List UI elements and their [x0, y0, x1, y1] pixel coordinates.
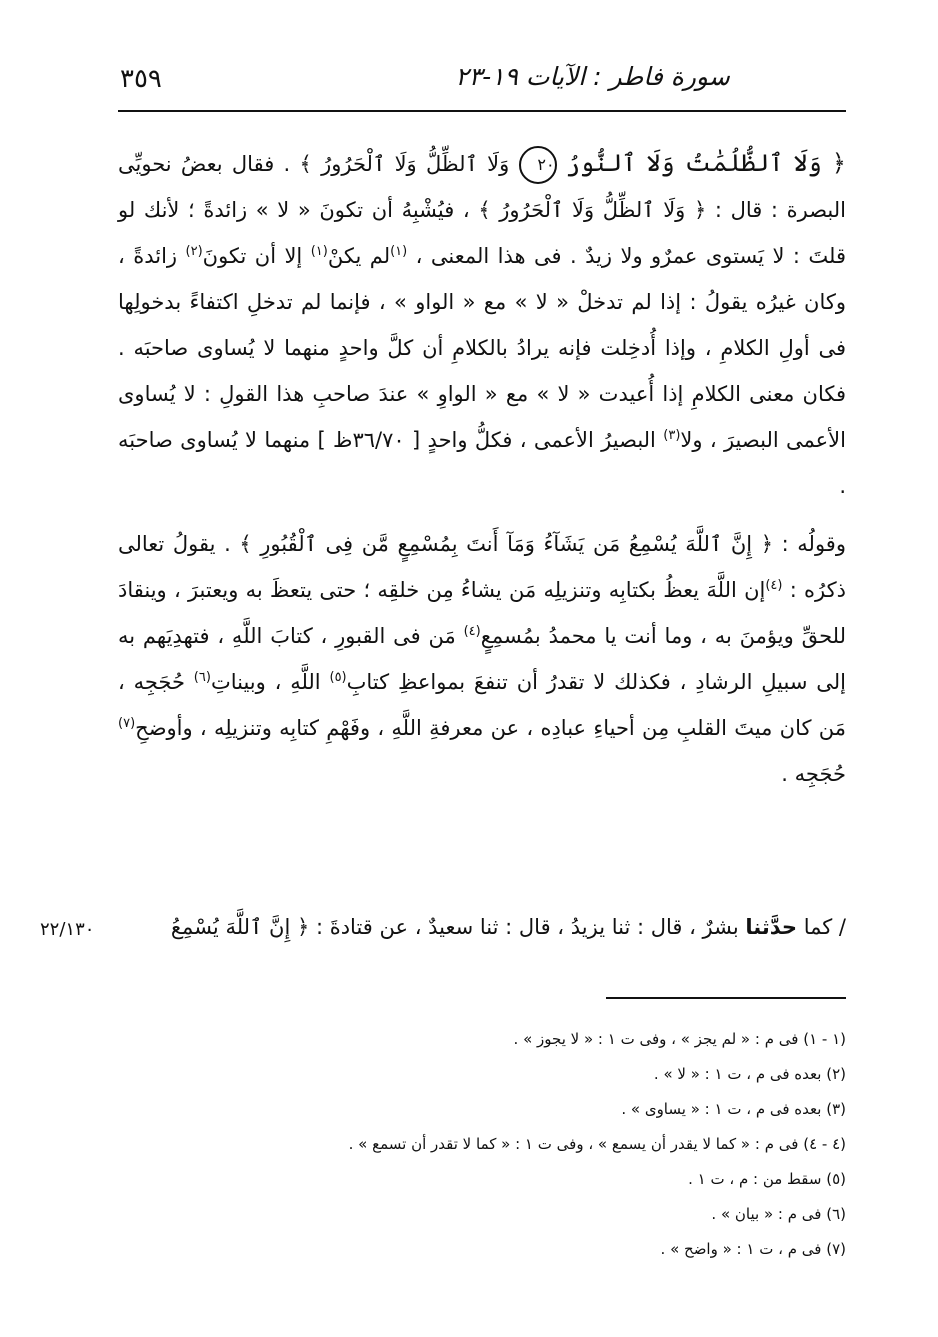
footnote-ref: (٤) — [463, 624, 481, 639]
footnote-ref: (١) — [390, 244, 408, 259]
footnote-7: (٧) فى م ، ت ١ : « واضح » . — [660, 1240, 846, 1258]
isnad-chain: بشرٌ ، قال : ثنا يزيدُ ، قال : ثنا سعيدٌ ، عن قتادةَ : ﴿ إِنَّ ٱللَّهَ يُسْمِعُ — [170, 915, 739, 939]
text-segment: البصيرُ الأعمى ، فكلُّ واحدٍ [ ٣٦/٧٠ظ ] منهما لا يُساوى صاحبَه . — [118, 428, 846, 498]
text-segment: وقولُه : ﴿ إِنَّ ٱللَّهَ يُسْمِعُ مَن يَشَآءُ وَمَآ أَنتَ بِمُسْمِعٍ مَّن فِى ٱلْقُبُورِ ﴾ . يقولُ تعالى ذكرُه : — [118, 532, 846, 602]
footnote-4: (٤ - ٤) فى م : « كما لا يقدر أن يسمع » ، وفى ت ١ : « كما لا تقدر أن تسمع » . — [348, 1135, 846, 1153]
header-rule — [118, 110, 846, 112]
page-number: ٣٥٩ — [120, 64, 162, 94]
text-segment: مَن فى القبورِ ، كتابَ اللَّهِ ، فتهدِيَهم به إلى سبيلِ الرشادِ ، فكذلك لا تقدرُ أن تنفعَ بمواعظِ كتابِ — [118, 624, 846, 694]
footnote-ref: (٤) — [765, 578, 783, 593]
footnote-ref: (٥) — [329, 670, 347, 685]
footnote-ref: (٢) — [185, 244, 203, 259]
text-segment: حُجَجِه . — [781, 762, 846, 786]
text-segment: إن اللَّهَ يعظُ بكتابِه وتنزيلِه مَن يشاءُ مِن خلقِه ؛ حتى يتعظَ به ويعتبرَ ، وينقادَ للحقِّ ويؤمنَ به ، وما أنت يا محمدُ بمُسمِعٍ — [118, 578, 846, 648]
paragraph-1 — [118, 140, 846, 509]
footnote-rule — [606, 997, 846, 999]
footnote-ref: (٣) — [663, 428, 681, 443]
paragraph-2 — [118, 521, 846, 797]
footnote-ref: (١) — [310, 244, 328, 259]
main-text — [118, 140, 846, 797]
isnad-prefix: / كما — [803, 915, 846, 939]
footnote-2: (٢) بعده فى م ، ت ١ : « لا » . — [653, 1065, 846, 1083]
footnote-6: (٦) فى م : « بيان » . — [711, 1205, 846, 1223]
text-segment: حُجَجِه ، مَن كان ميتَ القلبِ مِن أحياءِ عبادِه ، عن معرفةِ اللَّهِ ، وفَهْمِ كتابِه وتنزيلِه ، وأوضحِ — [118, 670, 846, 740]
footnote-ref: (٧) — [118, 716, 136, 731]
text-segment: لم يكنْ — [327, 244, 391, 268]
running-title: سورة فاطر : الآيات ١٩-٢٣ — [455, 62, 730, 91]
footnote-3: (٣) بعده فى م ، ت ١ : « يساوى » . — [621, 1100, 846, 1118]
text-segment: زائدةً ، وكان غيرُه يقولُ : إذا لم تدخلْ « لا » مع « الواو » ، فإنما لم تدخلِ اكتفاءً بدخولِها فى أولِ الكلامِ ، وإذا أُدخِلت فإنه يرادُ بالكلامِ أن كلَّ واحدٍ منهما لا يُساوى صاحبَه . فكان معنى الكلامِ إذا أُعيدت « لا » مع « الواوِ » عندَ صاحبِ هذا القولِ : لا يُساوى الأعمى البصيرَ ، ولا — [118, 244, 846, 452]
text-segment: وَلَا ٱلظِّلُّ وَلَا ٱلْحَرُورُ ﴾ . فقال بعضُ نحويِّى البصرة : قال : ﴿ وَلَا ٱلظِّلُّ وَلَا ٱلْحَرُورُ ﴾ ، فيُشْبِهُ أن تكونَ « لا » زائدةً ؛ لأنك لو قلتَ : لا يَستوى عمرٌو ولا زيدٌ . فى هذا المعنى ، — [118, 152, 847, 268]
quran-quote: ﴿ وَلَا ٱلظُّلُمَٰتُ وَلَا ٱلنُّورُ — [565, 149, 846, 177]
isnad-line — [40, 915, 846, 961]
footnote-1: (١ - ١) فى م : « لم يجز » ، وفى ت ١ : « لا يجوز » . — [513, 1030, 846, 1048]
margin-reference: ٢٢/١٣٠ — [40, 919, 95, 940]
page-header — [120, 60, 845, 100]
footnotes — [106, 1022, 846, 1267]
footnote-5: (٥) سقط من : م ، ت ١ . — [688, 1170, 846, 1188]
isnad-bold-word: حدَّثنا — [745, 915, 798, 939]
footnote-ref: (٦) — [193, 670, 211, 685]
text-segment: اللَّهِ ، وبيناتِ — [210, 670, 321, 694]
text-segment: إلا أن تكونَ — [202, 244, 303, 268]
ayah-number-marker: ٢٠ — [519, 146, 557, 184]
isnad-text — [171, 915, 846, 939]
